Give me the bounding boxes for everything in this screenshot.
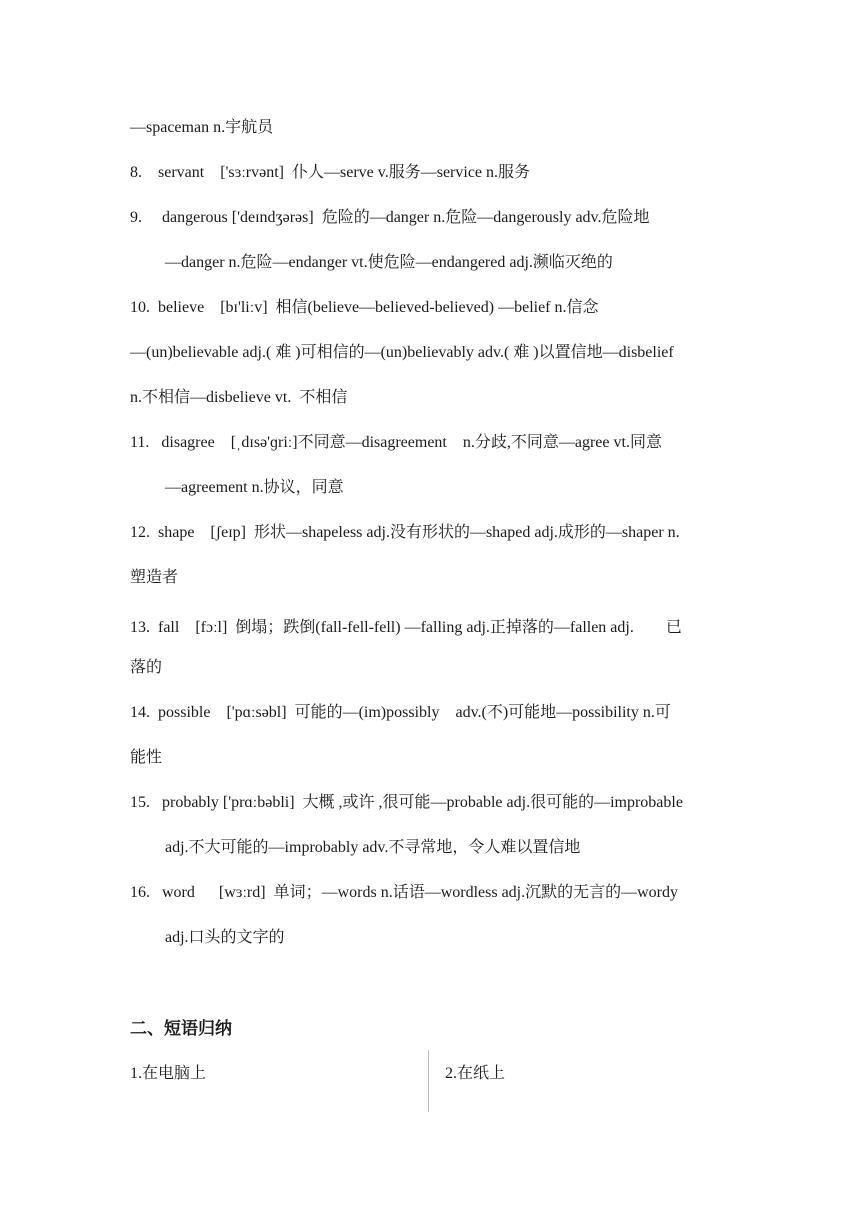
vocab-line: 落的: [130, 659, 163, 676]
vocab-line: adj.不大可能的—improbably adv.不寻常地，令人难以置信地: [165, 839, 581, 856]
phrase-cell: 2.在纸上: [445, 1065, 506, 1082]
vocab-line: —danger n.危险—endanger vt.使危险—endangered adj.濒临灭绝的: [165, 254, 613, 271]
vocab-line: 8. servant ['sɜːrvənt] 仆人—serve v.服务—service n.服务: [130, 164, 531, 181]
vocab-line: 14. possible ['pɑːsəbl] 可能的—(im)possibly adv.(不)可能地—possibility n.可: [130, 704, 671, 721]
phrase-cell: 1.在电脑上: [130, 1065, 207, 1082]
vocab-line: 15. probably ['prɑːbəbli] 大概 ,或许 ,很可能—probable adj.很可能的—improbable: [130, 794, 683, 811]
vocab-line: 能性: [130, 749, 163, 766]
section-title: 二、短语归纳: [130, 1019, 232, 1039]
column-divider: [428, 1050, 429, 1112]
vocab-line: —spaceman n.宇航员: [130, 119, 274, 136]
vocab-line: 13. fall [fɔːl] 倒塌；跌倒(fall-fell-fell) —falling adj.正掉落的—fallen adj. 已: [130, 619, 682, 636]
vocab-line: 10. believe [bɪ'liːv] 相信(believe—believed-believed) —belief n.信念: [130, 299, 599, 316]
vocab-line: —agreement n.协议，同意: [165, 479, 344, 496]
vocab-line: 16. word [wɜːrd] 单词；—words n.话语—wordless adj.沉默的无言的—wordy: [130, 884, 679, 901]
vocab-line: adj.口头的文字的: [165, 929, 285, 946]
vocab-line: 塑造者: [130, 569, 179, 586]
vocab-line: —(un)believable adj.( 难 )可相信的—(un)believably adv.( 难 )以置信地—disbelief: [130, 344, 674, 361]
vocab-line: 11. disagree [ˌdɪsə'ɡriː]不同意—disagreement n.分歧,不同意—agree vt.同意: [130, 434, 662, 451]
vocab-line: 9. dangerous ['deɪndʒərəs] 危险的—danger n.危险—dangerously adv.危险地: [130, 209, 650, 226]
vocab-line: 12. shape [ʃeɪp] 形状—shapeless adj.没有形状的—shaped adj.成形的—shaper n.: [130, 524, 680, 541]
vocab-line: n.不相信—disbelieve vt. 不相信: [130, 389, 348, 406]
